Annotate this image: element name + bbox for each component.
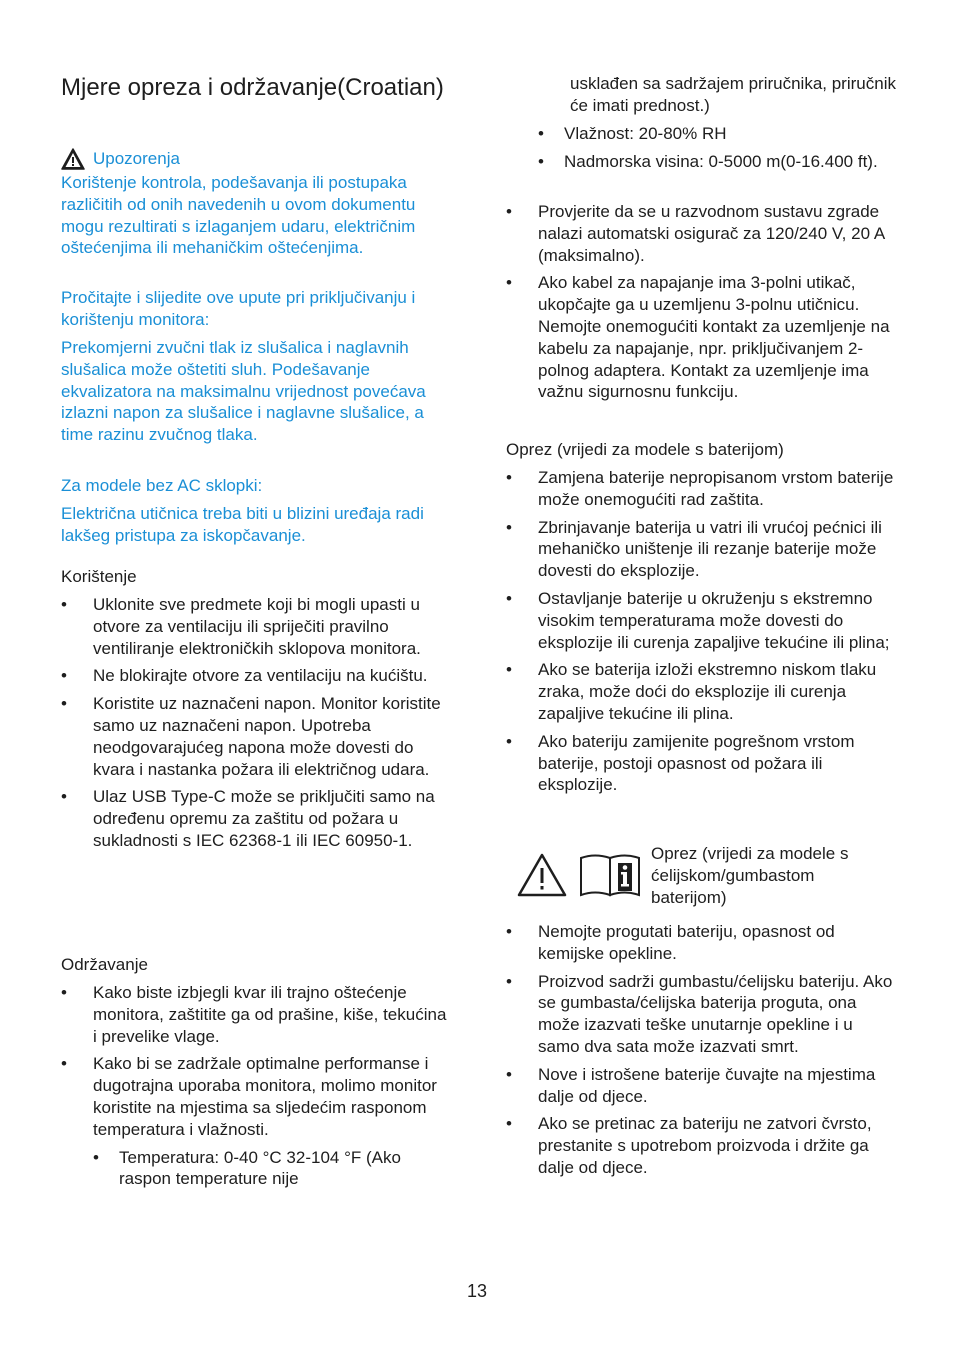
list-item: • Ne blokirajte otvore za ventilaciju na kućištu. (61, 666, 428, 686)
warning-paragraph: Pročitajte i slijedite ove upute pri priključivanju i korištenju monitora: (61, 288, 416, 329)
warning-header (61, 148, 180, 170)
maintenance-heading: Održavanje (61, 955, 148, 974)
warning-triangle-icon (516, 852, 568, 903)
list-item: • Kako bi se zadržale optimalne performanse i dugotrajna uporaba monitora, molimo monitor koristite na mjestima sa sljedećim rasponom temperatura i vlažnosti. • Temperatura: 0-40 °C 32-104 °F (Ako raspon temperature nije (61, 1053, 453, 1190)
caution-icons (516, 852, 642, 903)
list-item: • Temperatura: 0-40 °C 32-104 °F (Ako raspon temperature nije (93, 1147, 401, 1189)
battery-heading: Oprez (vrijedi za modele s baterijom) (506, 440, 784, 459)
temp-continuation: usklađen sa sadržajem priručnika, priručnik će imati prednost.) (570, 74, 896, 115)
warning-paragraph: Korištenje kontrola, podešavanja ili postupaka različitih od onih navedenih u ovom dokumentu mogu rezultirati s izlaganjem udaru, električnim oštećenjima ili mehaničkim oštećenjima. (61, 173, 416, 258)
list-item: • Uklonite sve predmete koji bi mogli upasti u otvore za ventilaciju ili spriječiti pravilno ventiliranje elektroničkih sklopova monitora. (61, 595, 421, 658)
battery-list (506, 467, 898, 802)
manual-info-icon (578, 852, 642, 903)
list-item: • Vlažnost: 20-80% RH (538, 124, 727, 143)
page-number: 13 (466, 1281, 488, 1301)
warning-paragraph: Prekomjerni zvučni tlak iz slušalica i naglavnih slušalica može oštetiti sluh. Podešavanje ekvalizatora na maksimalnu vrijednost povećava izlazni napon za slušalice i naglavne slušalice, a time razinu zvučnog tlaka. (61, 338, 426, 445)
electrical-list (506, 201, 898, 409)
env-list (538, 123, 898, 179)
warning-heading: Upozorenja (93, 149, 180, 169)
list-item: • Nove i istrošene baterije čuvajte na mjestima dalje od djece. (506, 1064, 876, 1106)
list-item: • Ako se baterija izloži ekstremno niskom tlaku zraka, može doći do eksplozije ili curenja zapaljive tekućine ili plina. (506, 660, 877, 723)
list-item: • Provjerite da se u razvodnom sustavu zgrade nalazi automatski osigurač za 120/240 V, 20 A (maksimalno). (506, 202, 885, 265)
list-item: • Ako bateriju zamijenite pogrešnom vrstom baterije, postoji opasnost od požara ili eksplozije. (506, 731, 855, 795)
list-item: • Ulaz USB Type-C može se priključiti samo na određenu opremu za zaštitu od požara u sukladnosti s IEC 62368-1 ili IEC 60950-1. (61, 787, 435, 850)
list-item: • Zamjena baterije nepropisanom vrstom baterije može onemogućiti rad zaštita. (506, 468, 894, 509)
usage-heading: Korištenje (61, 567, 137, 586)
list-item: • Ostavljanje baterije u okruženju s ekstremno visokim temperaturama može dovesti do eksplozije ili curenja zapaljive tekućine ili plina; (506, 588, 890, 652)
env-sublist (93, 1147, 453, 1191)
warning-icon (61, 148, 85, 170)
maintenance-list (61, 982, 453, 1196)
coin-battery-heading: Oprez (vrijedi za modele s ćelijskom/gumbastom baterijom) (651, 844, 849, 907)
page-title: Mjere opreza i održavanje(Croatian) (61, 74, 444, 101)
warning-paragraph: Za modele bez AC sklopki: (61, 476, 263, 495)
list-item: • Kako biste izbjegli kvar ili trajno oštećenje monitora, zaštitite ga od prašine, kiše, tekućina i prevelike vlage. (61, 983, 447, 1046)
warning-paragraph: Električna utičnica treba biti u blizini uređaja radi lakšeg pristupa za iskopčavanje. (61, 504, 424, 545)
list-item: • Nemojte progutati bateriju, opasnost od kemijske opekline. (506, 922, 835, 963)
list-item: • Koristite uz naznačeni napon. Monitor koristite samo uz naznačeni napon. Upotreba neodgovarajućeg napona može dovesti do kvara i nastanka požara ili električnog udara. (61, 694, 441, 779)
list-item: • Proizvod sadrži gumbastu/ćelijsku bateriju. Ako se gumbasta/ćelijska baterija proguta, ona može izazvati teške unutarnje opekline i u samo dva sata može izazvati smrt. (506, 971, 893, 1056)
list-item: • Nadmorska visina: 0-5000 m(0-16.400 ft). (538, 151, 878, 171)
usage-list (61, 594, 453, 858)
list-item: • Ako se pretinac za bateriju ne zatvori čvrsto, prestanite s upotrebom proizvoda i držite ga dalje od djece. (506, 1114, 872, 1177)
list-item: • Ako kabel za napajanje ima 3-polni utikač, ukopčajte ga u uzemljenu 3-polnu utičnicu. Nemojte onemogućiti kontakt za uzemljenje na kabelu za napajanje, npr. priključivanjem 2-polnog adaptera. Kontakt za uzemljenje ima važnu sigurnosnu funkciju. (506, 273, 890, 402)
coin-battery-list (506, 921, 898, 1185)
list-item: • Zbrinjavanje baterija u vatri ili vrućoj pećnici ili mehaničko uništenje ili rezanje baterije može dovesti do eksplozije. (506, 517, 882, 581)
